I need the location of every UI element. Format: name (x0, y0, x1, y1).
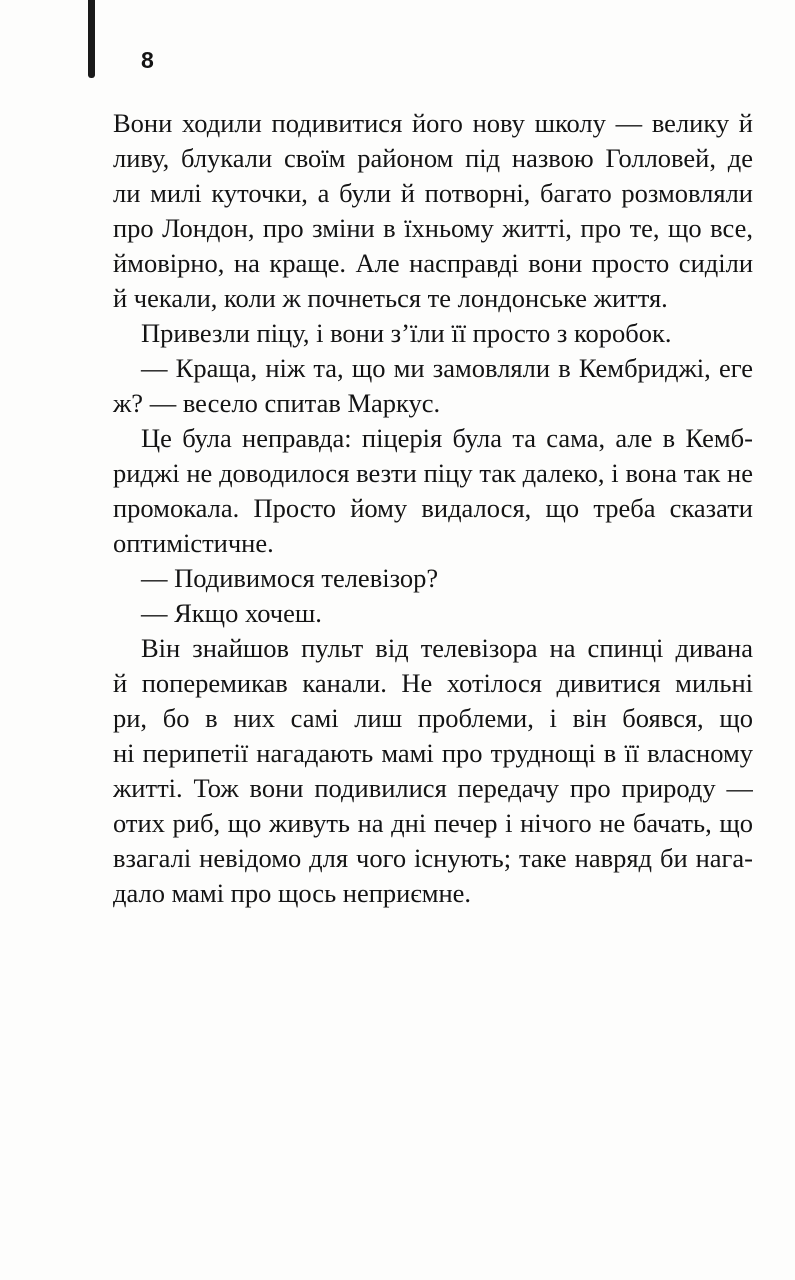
text-line: й чекали, коли ж почнеться те лондонське життя. (113, 283, 668, 313)
page-edge-shadow (88, 0, 95, 78)
text-line: ри, бо в них самі лиш проблеми, і він боявся, що (113, 703, 753, 733)
text-line: про Лондон, про зміни в їхньому житті, про те, що все, (113, 213, 753, 243)
text-line: ливу, блукали своїм районом під назвою Голловей, де (113, 143, 753, 173)
text-line: й поперемикав канали. Не хотілося дивитися мильні (113, 668, 753, 698)
text-line: Вони ходили подивитися його нову школу — велику й (113, 108, 753, 138)
text-line: — Якщо хочеш. (141, 598, 322, 628)
text-line: Він знайшов пульт від телевізора на спинці дивана (141, 633, 753, 663)
page-number: 8 (141, 47, 154, 73)
text-line: оптимістичне. (113, 528, 274, 558)
text-line: риджі не доводилося везти піцу так далеко, і вона так не (113, 458, 753, 488)
text-line: Це була неправда: піцерія була та сама, але в Кемб- (141, 423, 753, 453)
text-line: — Подивимося телевізор? (141, 563, 439, 593)
text-line: ж? — весело спитав Маркус. (113, 388, 441, 418)
text-line: ні перипетії нагадають мамі про труднощі в її власному (113, 738, 753, 768)
text-line: — Краща, ніж та, що ми замовляли в Кембриджі, еге (141, 353, 753, 383)
text-line: взагалі невідомо для чого існують; таке навряд би нага- (113, 843, 753, 873)
text-line: ли милі куточки, а були й потворні, багато розмовляли (113, 178, 753, 208)
text-line: дало мамі про щось неприємне. (113, 878, 472, 908)
text-line: житті. Тож вони подивилися передачу про природу — (113, 773, 753, 803)
text-line: промокала. Просто йому видалося, що треба сказати (113, 493, 753, 523)
text-line: Привезли піцу, і вони з’їли її просто з коробок. (141, 318, 672, 348)
text-line: отих риб, що живуть на дні печер і нічого не бачать, що (113, 808, 753, 838)
body-text (113, 106, 753, 911)
text-line: ймовірно, на краще. Але насправді вони просто сиділи (113, 248, 753, 278)
